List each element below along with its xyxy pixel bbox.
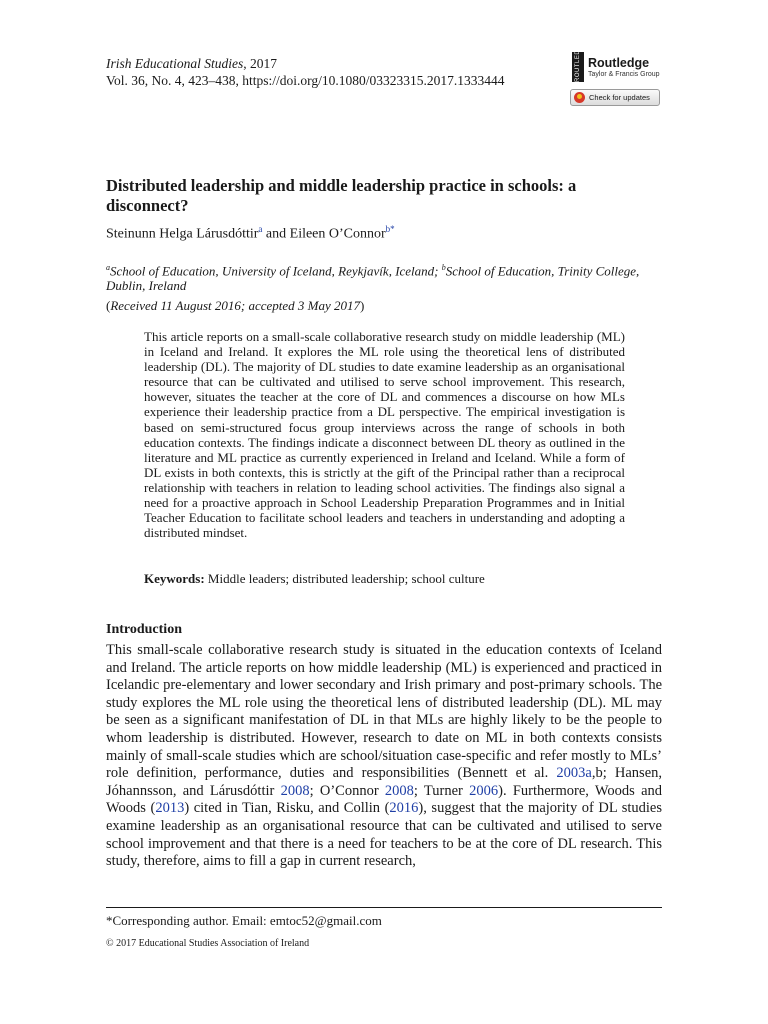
check-for-updates-label: Check for updates [589,93,650,102]
received-text: Received 11 August 2016; accepted 3 May 2017 [110,298,361,313]
author-line [106,224,395,243]
author-2: Eileen O’Connor [289,226,386,242]
received-dates [106,298,364,314]
article-title: Distributed leadership and middle leadership practice in schools: a disconnect? [106,176,577,215]
received-close: ) [360,298,365,313]
author-2-affil-link[interactable]: b* [385,224,395,234]
publisher-name: Routledge [588,55,650,70]
author-1: Steinunn Helga Lárusdóttir [106,226,259,242]
check-for-updates-button[interactable] [570,89,660,106]
journal-name: Irish Educational Studies [106,56,244,71]
keywords [144,571,485,587]
footnote-divider [106,907,662,908]
publisher-logo [572,40,672,82]
affil-b-marker: b [441,263,446,272]
affiliations [106,260,666,293]
journal-year: , 2017 [243,56,277,71]
keywords-label: Keywords: [144,571,205,586]
copyright-notice: © 2017 Educational Studies Association of Ireland [106,938,310,949]
citation-link-hansen[interactable]: 2008 [280,782,310,799]
corresponding-author-footnote: *Corresponding author. Email: emtoc52@gmail.com [106,913,382,928]
citation-link-woods[interactable]: 2013 [155,800,185,817]
citation-link-bennett[interactable]: 2003a [556,765,592,782]
citation-link-turner[interactable]: 2006 [469,782,499,799]
section-heading-introduction: Introduction [106,622,182,637]
intro-text-3: ; O’Connor [309,782,385,799]
intro-text-5: ). Furthermore, Woods and Woods ( [106,782,663,817]
intro-text-2: ,b; Hansen, Jóhannsson, and Lárusdóttir [106,765,662,799]
abstract: This article reports on a small-scale collaborative research study on middle leadership (ML) in Iceland and Ireland. It explores the ML role using the theoretical lens of distributed leadership (DL). The majority of DL studies to date examine leadership as an organisational resource that can be cultivated and utilised to serve school improvement. This research, however, situates the teacher at the core of DL and commences a discourse on how MLs experience their leadership practice from a DL perspective. The empirical investigation is based on semi-structured focus group interviews across the range of schools in both education contexts. The findings indicate a disconnect between DL theory as outlined in the literature and ML practice as currently experienced in Ireland and Iceland. While a form of DL exists in both contexts, this is strictly at the gift of the Principal rather than a reciprocal relationship with teachers in relation to leading school activities. The findings also signal a need for a proactive approach in School Leadership Preparation Programmes and in Initial Teacher Education to facilitate school leaders and teachers in understanding and adopting a distributed mindset. [144,329,625,541]
citation-link-oconnor[interactable]: 2008 [384,782,414,799]
author-1-affil-link[interactable]: a [258,224,263,234]
citation-link-tian[interactable]: 2016 [389,800,419,817]
author-and: and [262,226,290,242]
affil-b: School of Education, Trinity College, Dublin, Ireland [106,263,640,294]
intro-text-7: ), suggest that the majority of DL studies examine leadership as an organisational resource that can be cultivated and utilised to serve school improvement and that there is a need for teachers to be at the core of DL research. This study, therefore, aims to fill a gap in current research, [106,800,663,870]
intro-text-1: This small-scale collaborative research study is situated in the education contexts of Iceland and Ireland. The article reports on how middle leadership (ML) is experienced and practiced in Icelandic pre-elementary and lower secondary and Irish primary and post-primary schools. The study explores the ML role using the theoretical lens of distributed leadership (DL). ML may be seen as a significant manifestation of DL in that MLs are highly likely to be the people to whom leadership is distributed. However, research to date on ML in both contexts consists mainly of small-scale studies which are school/situation case-specific and refer mostly to MLs’ role definition, performance, duties and responsibilities (Bennett et al. [106,642,662,782]
intro-text-4: ; Turner [413,782,470,799]
routledge-mark-icon: ROUTLEDGE [572,52,584,82]
received-open: ( [106,298,111,313]
affil-a: School of Education, University of Iceland, Reykjavík, Iceland; [110,263,442,279]
intro-text-6: ) cited in Tian, Risku, and Collin ( [184,800,390,817]
crossmark-icon [574,92,585,103]
journal-citation [106,55,505,89]
affil-a-marker: a [106,263,110,272]
introduction-paragraph [106,642,662,871]
citation-line: Vol. 36, No. 4, 423–438, https://doi.org/10.1080/03323315.2017.1333444 [106,73,505,88]
publisher-subtitle: Taylor & Francis Group [588,70,660,78]
keywords-list: Middle leaders; distributed leadership; school culture [204,571,485,586]
